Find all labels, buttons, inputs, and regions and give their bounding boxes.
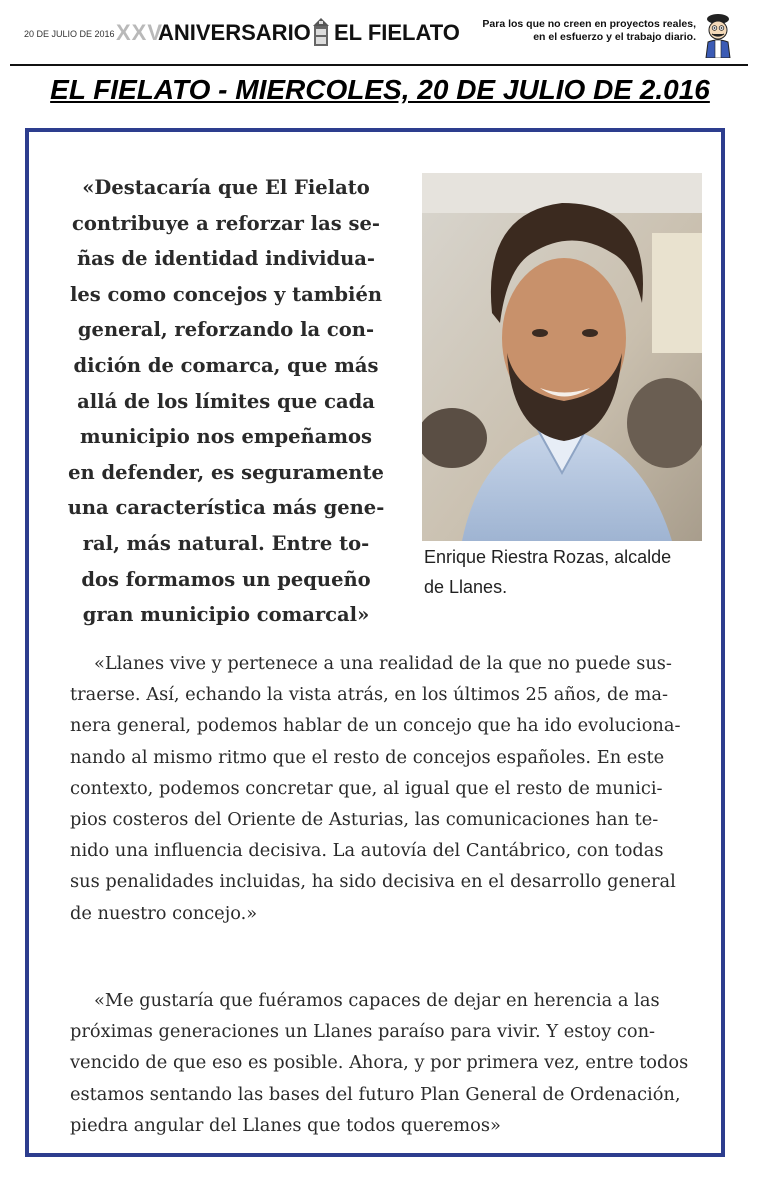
quote-line: general, reforzando la con-: [77, 318, 375, 342]
paragraph-line: vencido de que eso es posible. Ahora, y por primera vez, entre todos: [70, 1052, 689, 1074]
quote-line: municipio nos empeñamos: [80, 425, 372, 449]
newspaper-header: [12, 12, 734, 60]
paragraph-line: contexto, podemos concretar que, al igual que el resto de munici-: [70, 777, 663, 799]
quote-line: ral, más natural. Entre to-: [82, 531, 370, 555]
tower-logo-icon: [312, 17, 330, 47]
paragraph-line: «Llanes vive y pertenece a una realidad de la que no puede sus-: [94, 653, 672, 674]
paragraph-line: próximas generaciones un Llanes paraíso para vivir. Y estoy con-: [70, 1021, 656, 1043]
paragraph-line: sus penalidades incluidas, ha sido decisiva en el desarrollo general: [70, 871, 676, 893]
quote-line: en defender, es seguramente: [68, 460, 384, 484]
paragraph-line: piedra angular del Llanes que todos queremos»: [70, 1114, 501, 1136]
paragraph-line: «Me gustaría que fuéramos capaces de dejar en herencia a las: [94, 990, 660, 1011]
header-divider: [10, 64, 748, 66]
photo-caption-line1: Enrique Riestra Rozas, alcalde: [424, 547, 672, 567]
article-paragraph-1: [70, 648, 710, 929]
paragraph-line: traerse. Así, echando la vista atrás, en los últimos 25 años, de ma-: [70, 684, 668, 706]
header-roman-numeral: XXV: [116, 20, 164, 45]
header-date: 20 DE JULIO DE 2016: [24, 29, 115, 39]
header-slogan-line1: Para los que no creen en proyectos reales,: [482, 18, 696, 30]
quote-line: contribuye a reforzar las se-: [72, 211, 380, 235]
photo-caption-line2: de Llanes.: [424, 577, 508, 597]
paragraph-line: pios costeros del Oriente de Asturias, las comunicaciones han te-: [70, 809, 659, 831]
quote-line: una característica más gene-: [67, 496, 385, 520]
photo-caption: [424, 542, 714, 602]
header-publication-name: EL FIELATO: [334, 20, 460, 45]
quote-line: les como concejos y también: [69, 282, 383, 306]
mascot-cartoon-icon: [700, 12, 736, 58]
portrait-photo: [422, 173, 702, 541]
article-paragraph-2: [70, 985, 710, 1141]
quote-line: ñas de identidad individua-: [76, 247, 376, 271]
quote-line: dición de comarca, que más: [73, 353, 379, 377]
quote-line: dos formamos un pequeño: [81, 567, 371, 591]
header-anniversary: ANIVERSARIO: [158, 20, 311, 45]
quote-line: allá de los límites que cada: [77, 389, 375, 413]
paragraph-line: estamos sentando las bases del futuro Plan General de Ordenación,: [70, 1083, 681, 1105]
header-slogan-line2: en el esfuerzo y el trabajo diario.: [533, 31, 696, 43]
header-slogan: [464, 18, 696, 44]
quote-line: gran municipio comarcal»: [82, 603, 370, 627]
paragraph-line: nando al mismo ritmo que el resto de concejos españoles. En este: [70, 746, 665, 768]
quote-line: «Destacaría que El Fielato: [82, 176, 370, 199]
paragraph-line: nido una influencia decisiva. La autovía del Cantábrico, con todas: [70, 840, 664, 862]
page-title: EL FIELATO - MIERCOLES, 20 DE JULIO DE 2.016: [50, 74, 710, 105]
paragraph-line: nera general, podemos hablar de un concejo que ha ido evoluciona-: [70, 715, 681, 737]
highlight-quote: [65, 170, 387, 633]
paragraph-line: de nuestro concejo.»: [70, 902, 258, 924]
